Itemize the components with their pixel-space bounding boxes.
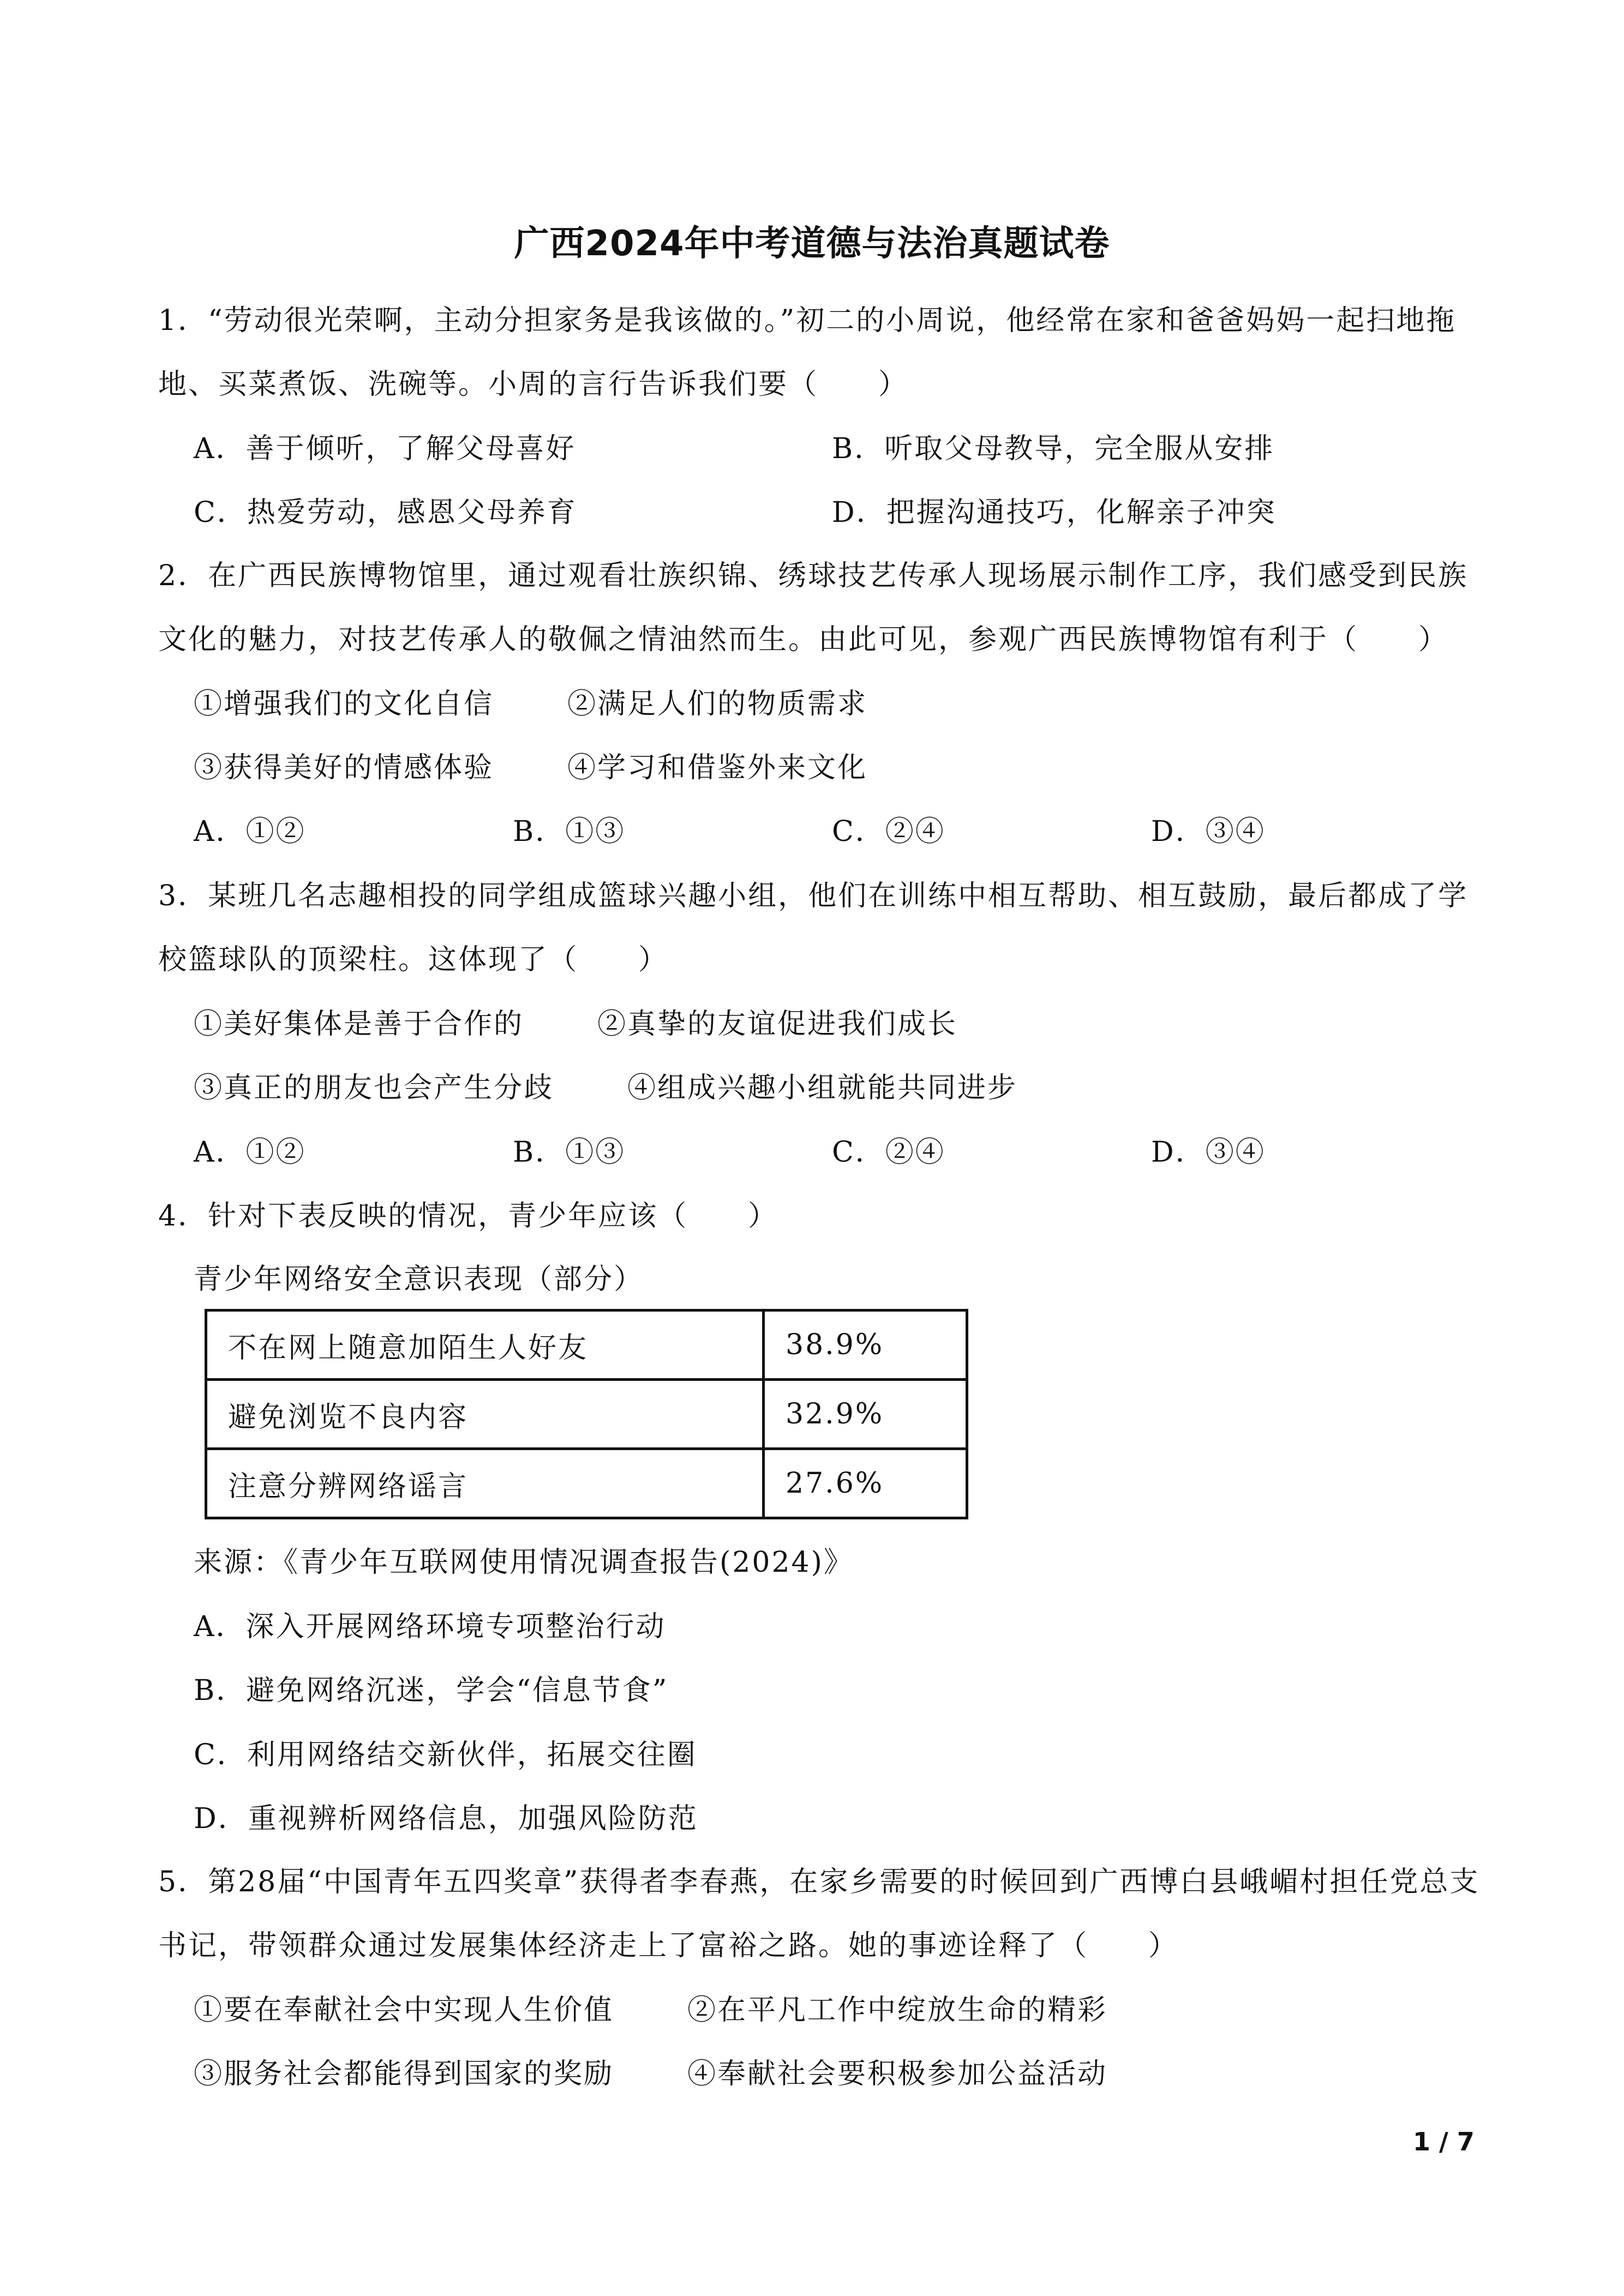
question-2-statement-1: ①增强我们的文化自信 [194,688,494,720]
question-5-statement-3: ③服务社会都能得到国家的奖励 [194,2058,614,2090]
question-5-statement-2: ②在平凡工作中绽放生命的精彩 [687,1994,1108,2027]
table-source: 来源：《青少年互联网使用情况调查报告(2024)》 [194,1546,854,1579]
question-1-option-b: B．听取父母教导，完全服从安排 [832,432,1275,465]
question-2-statement-4: ④学习和借鉴外来文化 [567,752,868,784]
question-3-option-a: A．①② [194,1136,306,1169]
question-3-option-d: D．③④ [1151,1136,1266,1169]
question-4-option-d: D．重视辨析网络信息，加强风险防范 [194,1802,698,1835]
question-3-line-2: 校篮球队的顶梁柱。这体现了（ ） [158,943,669,976]
question-3-statement-1: ①美好集体是善于合作的 [194,1008,524,1041]
question-4-option-c: C．利用网络结交新伙伴，拓展交往圈 [194,1739,697,1771]
question-2-statement-3: ③获得美好的情感体验 [194,752,494,784]
question-4-line-1: 4．针对下表反映的情况，青少年应该（ ） [158,1200,778,1233]
question-5-line-2: 书记，带领群众通过发展集体经济走上了富裕之路。她的事迹诠释了（ ） [158,1930,1179,1962]
question-3-option-b: B．①③ [513,1136,626,1169]
question-1-line-2: 地、买菜煮饭、洗碗等。小周的言行告诉我们要（ ） [158,368,909,401]
question-3-statement-4: ④组成兴趣小组就能共同进步 [627,1072,1018,1104]
question-2-option-c: C．②④ [832,815,945,848]
table-cell-value: 38.9% [764,1311,967,1380]
question-3-statement-2: ②真挚的友谊促进我们成长 [597,1008,958,1041]
table-cell-value: 32.9% [764,1380,967,1449]
table-row [206,1380,967,1449]
question-1-option-a: A．善于倾听，了解父母喜好 [194,432,576,465]
table-cell-item: 注意分辨网络谣言 [206,1449,764,1518]
question-2-option-d: D．③④ [1151,815,1266,848]
question-1-option-d: D．把握沟通技巧，化解亲子冲突 [832,496,1277,529]
question-1-option-c: C．热爱劳动，感恩父母养育 [194,496,577,529]
question-5-statement-1: ①要在奉献社会中实现人生价值 [194,1994,614,2027]
table-row [206,1311,967,1380]
table-row [206,1449,967,1518]
question-2-statement-2: ②满足人们的物质需求 [567,688,868,720]
question-3-line-1: 3．某班几名志趣相投的同学组成篮球兴趣小组，他们在训练中相互帮助、相互鼓励，最后都成了学 [158,880,1469,912]
question-5-line-1: 5．第28届“中国青年五四奖章”获得者李春燕，在家乡需要的时候回到广西博白县峨嵋村担任党总支 [158,1866,1480,1898]
table-cell-item: 不在网上随意加陌生人好友 [206,1311,764,1380]
page-number: 1 / 7 [1413,2127,1475,2156]
question-3-option-c: C．②④ [832,1136,945,1169]
question-4-option-a: A．深入开展网络环境专项整治行动 [194,1610,666,1643]
question-5-statement-4: ④奉献社会要积极参加公益活动 [687,2058,1108,2090]
question-4-option-b: B．避免网络沉迷，学会“信息节食” [194,1674,669,1707]
question-2-option-b: B．①③ [513,815,626,848]
question-1-line-1: 1．“劳动很光荣啊，主动分担家务是我该做的。”初二的小周说，他经常在家和爸爸妈妈一起扫地拖 [158,304,1457,337]
question-3-statement-3: ③真正的朋友也会产生分歧 [194,1072,554,1104]
survey-table [205,1309,968,1519]
page-title: 广西2024年中考道德与法治真题试卷 [514,224,1110,264]
table-cell-item: 避免浏览不良内容 [206,1380,764,1449]
question-2-line-1: 2．在广西民族博物馆里，通过观看壮族织锦、绣球技艺传承人现场展示制作工序，我们感受到民族 [158,560,1469,592]
question-2-option-a: A．①② [194,815,306,848]
question-2-line-2: 文化的魅力，对技艺传承人的敬佩之情油然而生。由此可见，参观广西民族博物馆有利于（ ） [158,623,1449,656]
table-caption: 青少年网络安全意识表现（部分） [194,1263,644,1296]
table-cell-value: 27.6% [764,1449,967,1518]
